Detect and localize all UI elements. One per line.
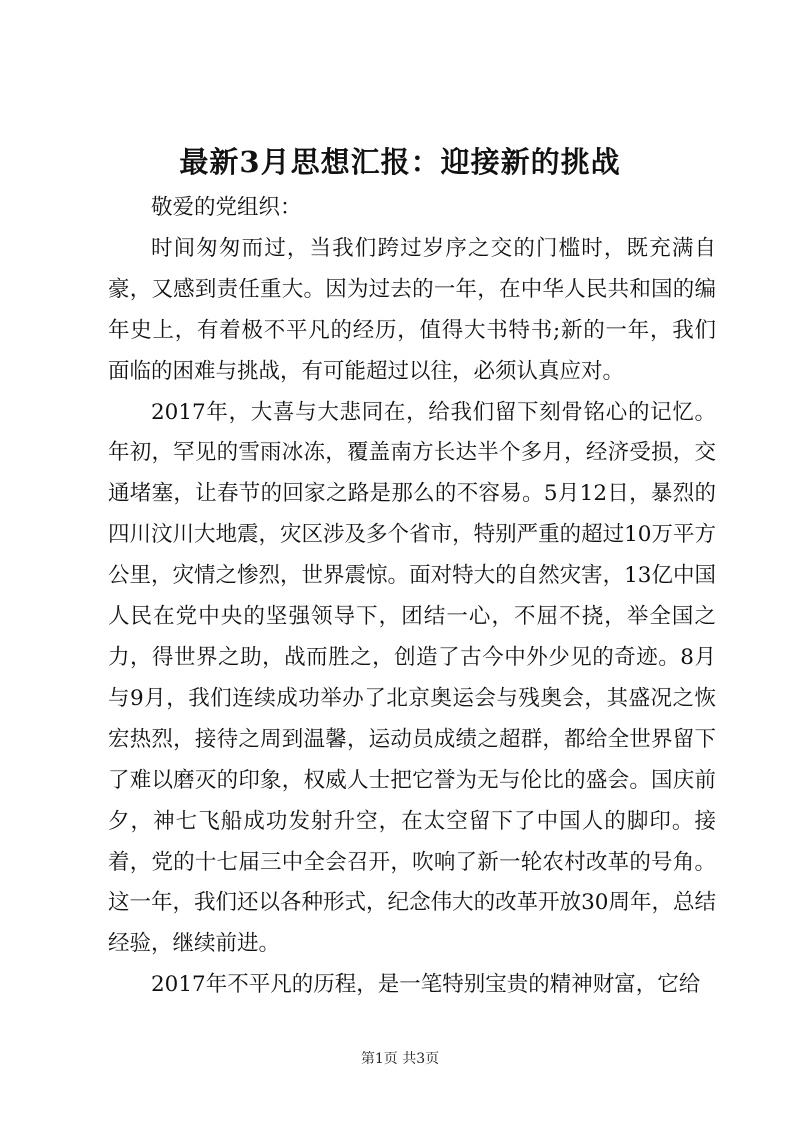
paragraph-3: 2017年不平凡的历程，是一笔特别宝贵的精神财富，它给 (151, 972, 701, 998)
document-title: 最新3月思想汇报：迎接新的挑战 (179, 145, 621, 179)
salutation: 敬爱的党组织： (151, 195, 302, 220)
paragraph-2: 2017年，大喜与大悲同在，给我们留下刻骨铭心的记忆。年初，罕见的雪雨冰冻，覆盖南方长达半个多月，经济受损，交通堵塞，让春节的回家之路是那么的不容易。5月12日，暴烈的四川汶川大地震，灾区涉及多个省市，特别严重的超过10万平方公里，灾情之惨烈，世界震惊。面对特大的自然灾害，13亿中国人民在党中央的坚强领导下，团结一心，不屈不挠，举全国之力，得世界之助，战而胜之，创造了古今中外少见的奇迹。8月与9月，我们连续成功举办了北京奥运会与残奥会，其盛况之恢宏热烈，接待之周到温馨，运动员成绩之超群，都给全世界留下了难以磨灭的印象，权威人士把它誉为无与伦比的盛会。国庆前夕，神七飞船成功发射升空，在太空留下了中国人的脚印。接着，党的十七届三中全会召开，吹响了新一轮农村改革的号角。这一年，我们还以各种形式，纪念伟大的改革开放30周年，总结经验，继续前进。 (108, 399, 716, 957)
paragraph-1: 时间匆匆而过，当我们跨过岁序之交的门槛时，既充满自豪，又感到责任重大。因为过去的一年，在中华人民共和国的编年史上，有着极不平凡的经历，值得大书特书;新的一年，我们面临的困难与挑战，有可能超过以往，必须认真应对。 (108, 235, 716, 384)
page-footer: 第1页 共3页 (360, 1051, 440, 1067)
document-body (108, 188, 716, 1006)
